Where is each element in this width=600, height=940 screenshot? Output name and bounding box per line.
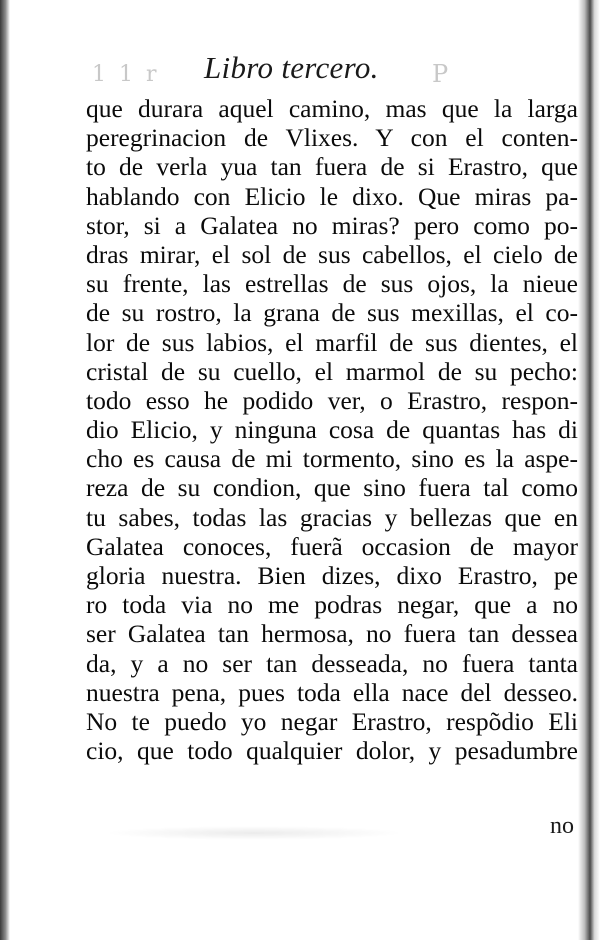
book-page [14, 0, 578, 940]
text-line: gloria nuestra. Bien dizes, dixo Erastro, pe [86, 561, 578, 590]
text-line: tu sabes, todas las gracias y bellezas que en [86, 502, 578, 532]
ink-smudge [104, 826, 404, 840]
text-line: cristal de su cuello, el marmol de su pecho: [86, 356, 578, 386]
text-line: to de verla yua tan fuera de si Erastro, que [86, 152, 578, 182]
text-line: su frente, las estrellas de sus ojos, la nieue [86, 269, 578, 299]
text-line: Galatea conoces, fuerã occasion de mayor [86, 531, 578, 561]
text-line: todo esso he podido ver, o Erastro, respon- [86, 385, 578, 415]
text-line: stor, si a Galatea no miras? pero como po- [86, 210, 578, 240]
catchword: no [550, 813, 574, 839]
text-line: que durara aquel camino, mas que la larga [86, 94, 578, 123]
text-line: dio Elicio, y ninguna cosa de quantas has di [86, 415, 578, 445]
text-line: cio, que todo qualquier dolor, y pesadumbre [86, 736, 578, 766]
text-line: ro toda via no me podras negar, que a no [86, 590, 578, 620]
bleed-through-right: P [432, 60, 449, 88]
text-line: reza de su condion, que sino fuera tal como [86, 473, 578, 503]
text-line: hablando con Elicio le dixo. Que miras pa- [86, 181, 578, 211]
text-line: nuestra pena, pues toda ella nace del desseo. [86, 677, 578, 707]
text-line: dras mirar, el sol de sus cabellos, el cielo de [86, 239, 578, 269]
body-text [86, 94, 578, 765]
bleed-through-left: 1 1 r [92, 62, 160, 87]
text-line: cho es causa de mi tormento, sino es la aspe- [86, 444, 578, 474]
text-line: de su rostro, la grana de sus mexillas, el co- [86, 298, 578, 328]
text-line: No te puedo yo negar Erastro, respõdio Eli [86, 706, 578, 736]
text-line: da, y a no ser tan desseada, no fuera tanta [86, 648, 578, 678]
text-line: peregrinacion de Vlixes. Y con el conten- [86, 123, 578, 153]
left-scan-edge [0, 0, 10, 940]
right-scan-edge [578, 0, 600, 940]
text-line: lor de sus labios, el marfil de sus dientes, el [86, 327, 578, 357]
text-line: ser Galatea tan hermosa, no fuera tan dessea [86, 619, 578, 649]
running-head: Libro tercero. [204, 50, 379, 85]
